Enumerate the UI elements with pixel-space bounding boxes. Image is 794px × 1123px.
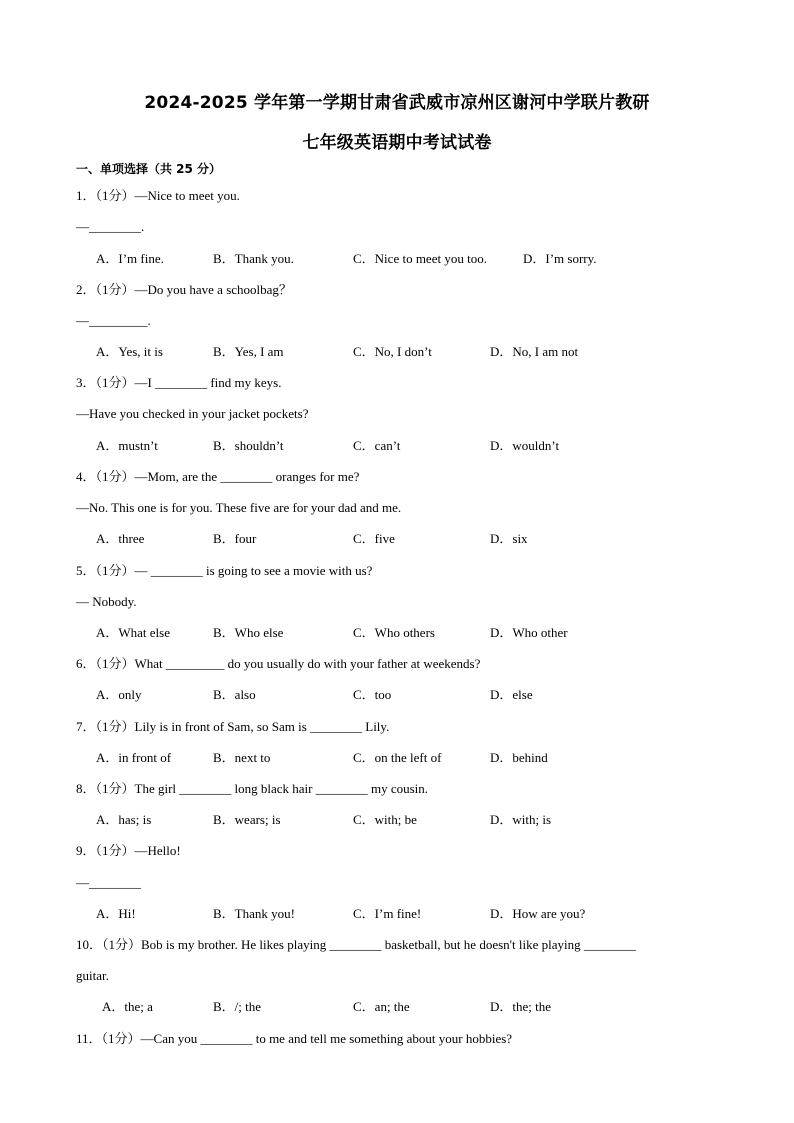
option-a: A．I’m fine. <box>96 251 164 266</box>
question-sub: —_________. <box>76 313 151 328</box>
option-a: A．the; a <box>102 999 153 1014</box>
option-b: B．next to <box>213 750 271 765</box>
option-b: B．Thank you. <box>213 251 294 266</box>
option-b: B．four <box>213 531 257 546</box>
option-c: C．an; the <box>353 999 410 1014</box>
option-b: B．/; the <box>213 999 262 1014</box>
option-a: A．What else <box>96 625 171 640</box>
exam-subtitle: 七年级英语期中考试试卷 <box>302 133 492 153</box>
option-a: A．has; is <box>96 812 152 827</box>
option-c: C．No, I don’t <box>353 344 432 359</box>
option-c: C．five <box>353 531 395 546</box>
option-c: C．on the left of <box>353 750 442 765</box>
question-sub: guitar. <box>76 968 109 983</box>
question-stem: 5．（1分）— ________ is going to see a movie with us? <box>76 563 373 578</box>
question-sub: —________. <box>76 219 145 234</box>
option-d: D．else <box>490 687 533 702</box>
option-c: C．too <box>353 687 392 702</box>
question-sub: —No. This one is for you. These five are for your dad and me. <box>76 500 402 515</box>
option-c: C．Who others <box>353 625 435 640</box>
option-c: C．Nice to meet you too. <box>353 251 487 266</box>
question-stem: 1．（1分）—Nice to meet you. <box>76 188 240 203</box>
option-d: D．Who other <box>490 625 568 640</box>
option-d: D．wouldn’t <box>490 438 560 453</box>
question-stem: 11．（1分）—Can you ________ to me and tell me something about your hobbies? <box>76 1031 513 1046</box>
option-a: A．three <box>96 531 145 546</box>
option-d: D．six <box>490 531 528 546</box>
question-stem: 7．（1分）Lily is in front of Sam, so Sam is ________ Lily. <box>76 719 390 734</box>
option-c: C．I’m fine! <box>353 906 422 921</box>
option-b: B．shouldn’t <box>213 438 284 453</box>
question-stem: 8．（1分）The girl ________ long black hair ________ my cousin. <box>76 781 429 796</box>
option-d: D．No, I am not <box>490 344 579 359</box>
option-b: B．wears; is <box>213 812 281 827</box>
question-sub: —________ <box>76 875 141 890</box>
option-a: A．mustn’t <box>96 438 158 453</box>
exam-title: 2024-2025 学年第一学期甘肃省武威市凉州区谢河中学联片教研 <box>144 93 650 113</box>
option-c: C．with; be <box>353 812 417 827</box>
option-a: A．Yes, it is <box>96 344 163 359</box>
question-stem: 9．（1分）—Hello! <box>76 843 181 858</box>
option-b: B．Thank you! <box>213 906 295 921</box>
question-stem: 10．（1分）Bob is my brother. He likes playing ________ basketball, but he doesn't like playing ________ <box>76 937 636 952</box>
option-b: B．also <box>213 687 256 702</box>
question-stem: 6．（1分）What _________ do you usually do with your father at weekends? <box>76 656 481 671</box>
question-stem: 3．（1分）—I ________ find my keys. <box>76 375 282 390</box>
option-a: A．only <box>96 687 142 702</box>
option-c: C．can’t <box>353 438 401 453</box>
option-d: D．How are you? <box>490 906 586 921</box>
option-a: A．in front of <box>96 750 172 765</box>
option-b: B．Who else <box>213 625 284 640</box>
option-b: B．Yes, I am <box>213 344 284 359</box>
question-stem: 4．（1分）—Mom, are the ________ oranges for me? <box>76 469 360 484</box>
option-d: D．I’m sorry. <box>523 251 597 266</box>
option-d: D．the; the <box>490 999 552 1014</box>
option-a: A．Hi! <box>96 906 136 921</box>
option-d: D．with; is <box>490 812 552 827</box>
question-sub: — Nobody. <box>76 594 137 609</box>
section-heading: 一、单项选择（共 25 分） <box>76 162 222 176</box>
question-sub: —Have you checked in your jacket pockets? <box>76 406 309 421</box>
question-stem: 2．（1分）—Do you have a schoolbag？ <box>76 282 292 297</box>
option-d: D．behind <box>490 750 548 765</box>
